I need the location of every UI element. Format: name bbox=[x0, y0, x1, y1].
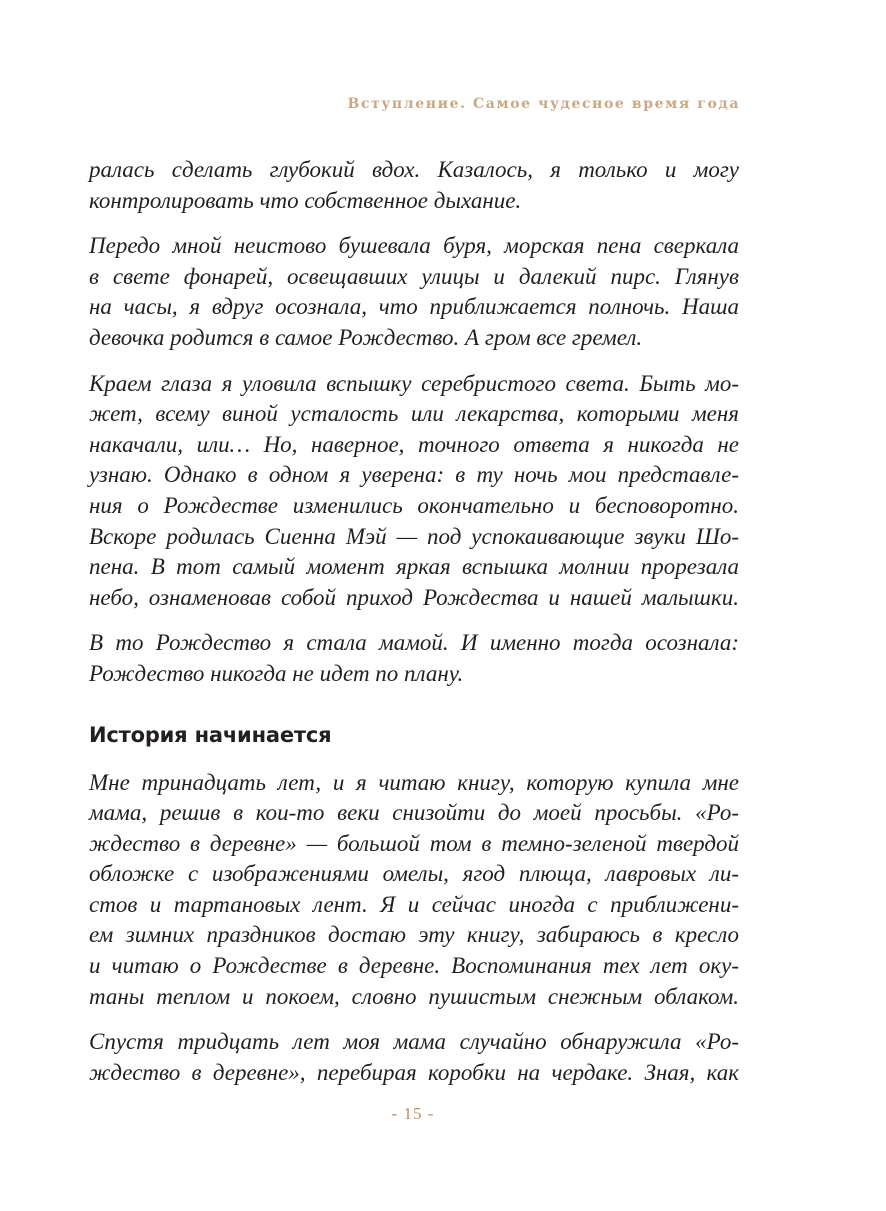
text-line: небо, ознаменовав собой приход Рождества и нашей малышки. bbox=[89, 584, 739, 610]
text-line: ем зимних праздников достаю эту книгу, забираюсь в кресло bbox=[89, 922, 739, 948]
text-line: обложке с изображениями омелы, ягод плюща, лавровых ли- bbox=[89, 861, 739, 887]
text-line: Вскоре родилась Сиенна Мэй — под успокаивающие звуки Шо- bbox=[89, 523, 739, 549]
text-line: и читаю о Рождестве в деревне. Воспоминания тех лет оку- bbox=[89, 953, 739, 979]
text-line: Рождество никогда не идет по плану. bbox=[89, 660, 464, 686]
text-line: Передо мной неистово бушевала буря, морская пена сверкала bbox=[89, 233, 739, 259]
text-line: Спустя тридцать лет моя мама случайно обнаружила «Ро- bbox=[89, 1029, 739, 1055]
paragraph bbox=[89, 231, 739, 353]
text-line: в свете фонарей, освещавших улицы и далекий пирс. Глянув bbox=[89, 263, 739, 289]
text-line: жет, всему виной усталость или лекарства, которыми меня bbox=[89, 401, 739, 427]
text-line: мама, решив в кои-то веки снизойти до моей просьбы. «Ро- bbox=[89, 800, 739, 826]
paragraph bbox=[89, 369, 739, 614]
page-number: - 15 - bbox=[391, 1104, 435, 1123]
paragraph bbox=[89, 155, 739, 216]
running-head: Вступление. Самое чудесное время года bbox=[347, 96, 740, 112]
text-line: пена. В тот самый момент яркая вспышка молнии прорезала bbox=[89, 554, 739, 580]
page-body bbox=[89, 155, 739, 1088]
text-line: ждество в деревне», перебирая коробки на чердаке. Зная, как bbox=[89, 1059, 739, 1085]
text-line: узнаю. Однако в одном я уверена: в ту ночь мои представле- bbox=[89, 462, 739, 488]
text-line: ждество в деревне» — большой том в темно-зеленой твердой bbox=[89, 830, 739, 856]
paragraph bbox=[89, 768, 739, 1013]
text-line: ралась сделать глубокий вдох. Казалось, я только и могу bbox=[89, 157, 739, 182]
text-line: В то Рождество я стала мамой. И именно тогда осознала: bbox=[89, 630, 739, 656]
text-line: ния о Рождестве изменились окончательно и бесповоротно. bbox=[89, 492, 739, 518]
text-line: Краем глаза я уловила вспышку серебристого света. Быть мо- bbox=[89, 370, 739, 396]
text-line: накачали, или… Но, наверное, точного ответа я никогда не bbox=[89, 431, 739, 457]
text-line: девочка родится в самое Рождество. А гром все гремел. bbox=[89, 324, 643, 350]
text-line: на часы, я вдруг осознала, что приближается полночь. Наша bbox=[89, 294, 739, 320]
section-heading: История начинается bbox=[89, 722, 332, 747]
text-line: таны теплом и покоем, словно пушистым снежным облаком. bbox=[89, 983, 739, 1009]
text-line: Мне тринадцать лет, и я читаю книгу, которую купила мне bbox=[89, 769, 739, 795]
text-line: контролировать что собственное дыхание. bbox=[89, 187, 522, 213]
paragraph bbox=[89, 628, 739, 689]
paragraph bbox=[89, 1027, 739, 1088]
text-line: стов и тартановых лент. Я и сейчас иногда с приближени- bbox=[89, 891, 739, 917]
